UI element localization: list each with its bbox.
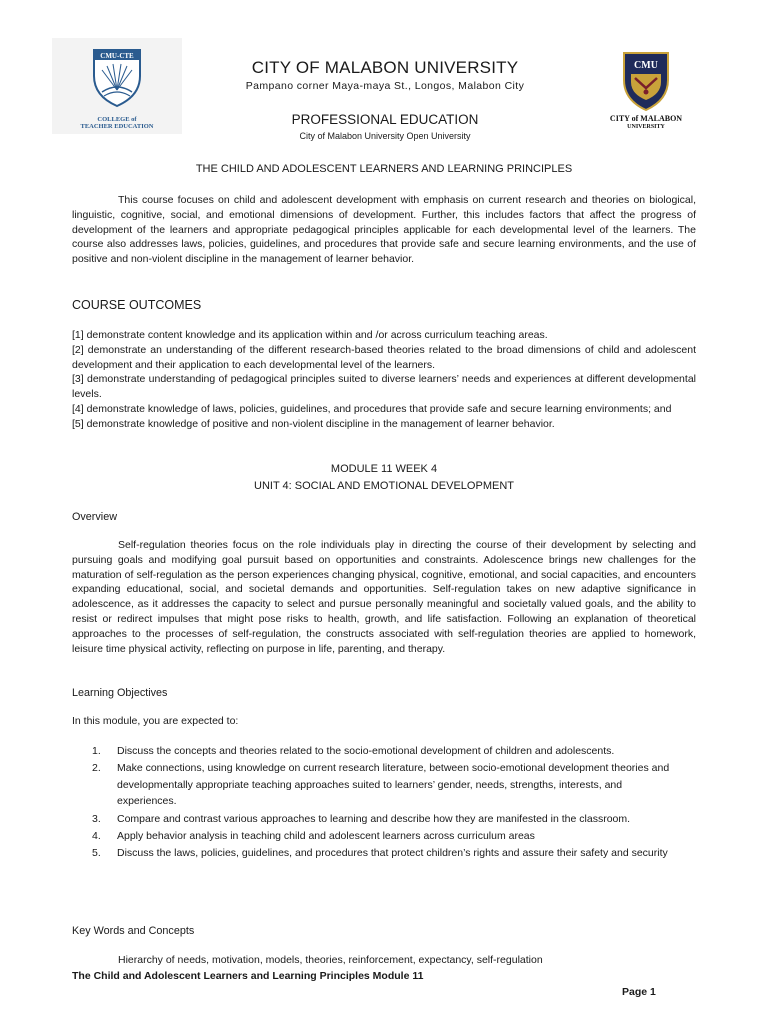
list-item-number: 4.	[92, 830, 101, 843]
list-item	[92, 811, 678, 827]
footer-title: The Child and Adolescent Learners and Learning Principles Module 11	[72, 970, 424, 982]
university-address: Pampano corner Maya-maya St., Longos, Malabon City	[245, 80, 525, 92]
outcome-item: [1] demonstrate content knowledge and its application within and /or across curriculum teaching areas.	[72, 329, 548, 341]
list-item	[92, 828, 678, 844]
university-logo	[602, 50, 690, 134]
key-words-heading: Key Words and Concepts	[72, 925, 195, 937]
cmu-shield-icon	[621, 50, 671, 112]
list-item-text: Discuss the concepts and theories related to the socio-emotional development of children and adolescents.	[117, 745, 615, 757]
list-item-text: Make connections, using knowledge on current research literature, between socio-emotional development theories and developmentally appropriate teaching approaches suited to learners’ gender, needs, strengths, interests, and experiences.	[117, 762, 670, 808]
cte-badge-text: CMU-CTE	[100, 52, 134, 60]
campus-name: City of Malabon University Open University	[299, 131, 471, 141]
module-label: MODULE 11 WEEK 4	[330, 463, 438, 475]
course-outcomes-heading: COURSE OUTCOMES	[72, 298, 202, 312]
learning-objectives-heading: Learning Objectives	[72, 687, 168, 699]
course-outcomes-list	[72, 328, 696, 432]
list-item-number: 5.	[92, 847, 101, 860]
key-words-text: Hierarchy of needs, motivation, models, theories, reinforcement, expectancy, self-regulation	[118, 954, 543, 966]
outcome-item: [5] demonstrate knowledge of positive and non-violent discipline in the management of learner behavior.	[72, 417, 555, 430]
list-item-text: Discuss the laws, policies, guidelines, and procedures that protect children’s rights and assure their safety and security	[117, 847, 668, 860]
outcome-item: [2] demonstrate an understanding of the different research-based theories related to the broad dimensions of child and adolescent development and their application to each developmental level of the learners.	[72, 343, 696, 371]
outcome-item: [3] demonstrate understanding of pedagogical principles suited to diverse learners’ needs and experiences at different developmental levels.	[72, 373, 696, 401]
page-number: Page 1	[622, 986, 656, 998]
university-name: CITY OF MALABON UNIVERSITY	[251, 58, 519, 77]
list-item-number: 2.	[92, 762, 101, 775]
list-item	[92, 743, 678, 759]
program-name: PROFESSIONAL EDUCATION	[291, 112, 479, 127]
list-item-text: Compare and contrast various approaches to learning and describe how they are manifested in the classroom.	[117, 812, 631, 825]
list-item-number: 1.	[92, 745, 101, 757]
college-logo	[52, 38, 182, 134]
cte-shield-icon	[90, 46, 144, 108]
course-description: This course focuses on child and adolescent development with emphasis on current research and theories on biological, linguistic, cognitive, social, and emotional dimensions of development. Further, this includes factors that affect the progress of development of the learners and appropriate pedagogical principles applicable for each developmental level of the learners. The course also addresses laws, policies, guidelines, and procedures that provide safe and secure learning environments, and the use of positive and non-violent discipline in the management of learner behavior.	[72, 194, 696, 266]
cmu-badge-text: CMU	[634, 60, 658, 71]
unit-title: UNIT 4: SOCIAL AND EMOTIONAL DEVELOPMENT	[254, 480, 514, 492]
college-logo-caption-1: COLLEGE of	[97, 116, 137, 123]
overview-heading: Overview	[72, 511, 117, 523]
objectives-intro: In this module, you are expected to:	[72, 715, 239, 727]
list-item-text: Apply behavior analysis in teaching child and adolescent learners across curriculum areas	[117, 830, 535, 843]
university-logo-caption-2: UNIVERSITY	[627, 124, 665, 130]
list-item	[92, 760, 678, 809]
list-item-number: 3.	[92, 812, 101, 825]
learning-objectives-list	[92, 743, 678, 863]
list-item	[92, 845, 678, 861]
course-title: THE CHILD AND ADOLESCENT LEARNERS AND LEARNING PRINCIPLES	[195, 163, 573, 175]
college-logo-caption-2: TEACHER EDUCATION	[80, 123, 154, 130]
overview-text: Self-regulation theories focus on the role individuals play in directing the course of their development by selecting and pursuing goals and modifying goal pursuit based on opportunities and constraints. Adolescence brings new challenges for the maturation of self-regulation as the person experiences changing physical, cognitive, emotional, and social capacities, and encounters expanding educational, social, and societal demands and opportunities. Self-regulation takes on new adaptive significance in adolescence, as it addresses the capacity to select and pursue personally meaningful and societally valued goals, and the ability to resist or redirect impulses that might pose risks to health, growth, and life satisfaction. Following an explanation of theoretical approaches to the processes of self-regulation, the constructs associated with self-regulation theories are applied to homework, leisure time physical activity, reflecting on purpose in life, parenting, and therapy.	[72, 539, 696, 655]
outcome-item: [4] demonstrate knowledge of laws, policies, guidelines, and procedures that provide safe and secure learning environments; and	[72, 402, 672, 415]
university-logo-caption-1: CITY of MALABON	[609, 114, 683, 123]
